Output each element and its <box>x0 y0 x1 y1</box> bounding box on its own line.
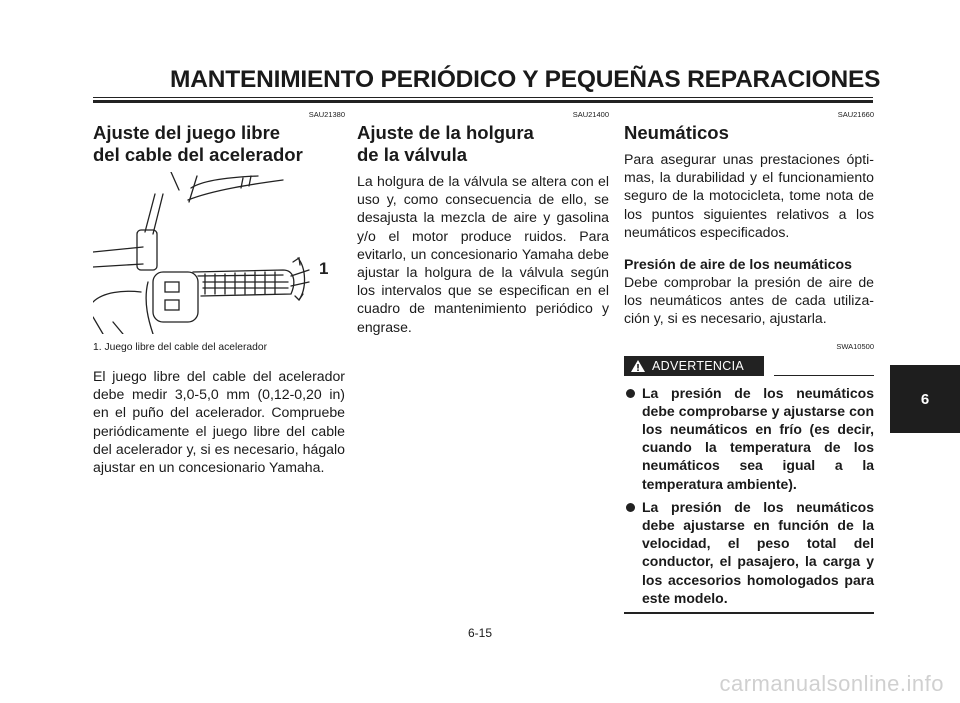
middle-column <box>357 110 609 336</box>
section-code: SAU21660 <box>837 110 874 119</box>
section-intro: Para asegurar unas prestaciones óptimas, la durabilidad y el funcionamiento seguro de la motocicleta, tome nota de los puntos siguientes relativos a los neumáticos especificados. <box>624 151 874 240</box>
warning-item <box>624 384 874 493</box>
section-title: Neumáticos <box>624 122 729 143</box>
watermark: carmanualsonline.info <box>719 671 944 696</box>
section-title-line: de la válvula <box>357 144 468 165</box>
section-title-line: Ajuste de la holgura <box>357 122 534 143</box>
warning-header <box>624 356 874 376</box>
section-code: SAU21400 <box>572 110 609 119</box>
section-title-line: del cable del acelerador <box>93 144 303 165</box>
warning-badge <box>624 356 764 376</box>
page-title: MANTENIMIENTO PERIÓDICO Y PEQUEÑAS REPARACIONES <box>170 66 881 93</box>
warning-text: La presión de los neumáticos debe ajustarse en función de la velocidad, el peso total del conductor, el pasajero, la carga y los accesorios homologados para este modelo. <box>642 498 874 606</box>
warning-text: La presión de los neumáticos debe comprobarse y ajustarse con los neumáticos en frío (es decir, cuando la temperatura de los neumáticos sea igual a la temperatura ambiente). <box>642 384 874 492</box>
warning-rule <box>774 375 874 376</box>
left-column <box>93 110 345 476</box>
warning-triangle-icon <box>630 359 646 373</box>
warning-label: ADVERTENCIA <box>652 358 744 373</box>
page-number: 6-15 <box>467 626 493 640</box>
throttle-grip-figure <box>93 172 345 334</box>
section-title-line: Ajuste del juego libre <box>93 122 281 143</box>
bullet-icon <box>626 503 635 512</box>
warning-code: SWA10500 <box>836 341 874 351</box>
header-rule-thick <box>93 100 873 103</box>
section-body: El juego libre del cable del acelerador debe medir 3,0-5,0 mm (0,12-0,20 in) en el puño del acelerador. Compruebe periódicamente el juego libre del cable del acelerador y, si es necesario, hágalo ajustar en un concesionario Yamaha. <box>93 368 345 476</box>
right-column <box>624 110 874 614</box>
subsection-heading: Presión de aire de los neumáticos <box>624 256 852 273</box>
section-code: SAU21380 <box>308 110 345 119</box>
bullet-icon <box>626 389 635 398</box>
section-title <box>93 122 345 166</box>
figure-callout-number: 1 <box>319 259 329 278</box>
warning-list <box>624 384 874 607</box>
warning-bottom-rule <box>624 612 874 614</box>
chapter-tab: 6 <box>890 365 960 433</box>
subsection-body: Debe comprobar la presión de aire de los neumáticos antes de cada utilización y, si es necesario, ajustarla. <box>624 274 874 327</box>
figure-caption: 1. Juego libre del cable del acelerador <box>93 342 268 353</box>
header-rule-thin <box>93 97 873 98</box>
section-body: La holgura de la válvula se altera con el uso y, como consecuencia de ello, se desajusta la mezcla de aire y gasolina y/o el motor produce ruidos. Para evitarlo, un concesionario Yamaha debe ajustar la holgura de la válvula según los intervalos que se especifican en el cuadro de mantenimiento periódico y engrase. <box>357 173 609 335</box>
handlebar-illustration <box>93 172 345 334</box>
warning-item <box>624 498 874 607</box>
section-title <box>357 122 609 166</box>
